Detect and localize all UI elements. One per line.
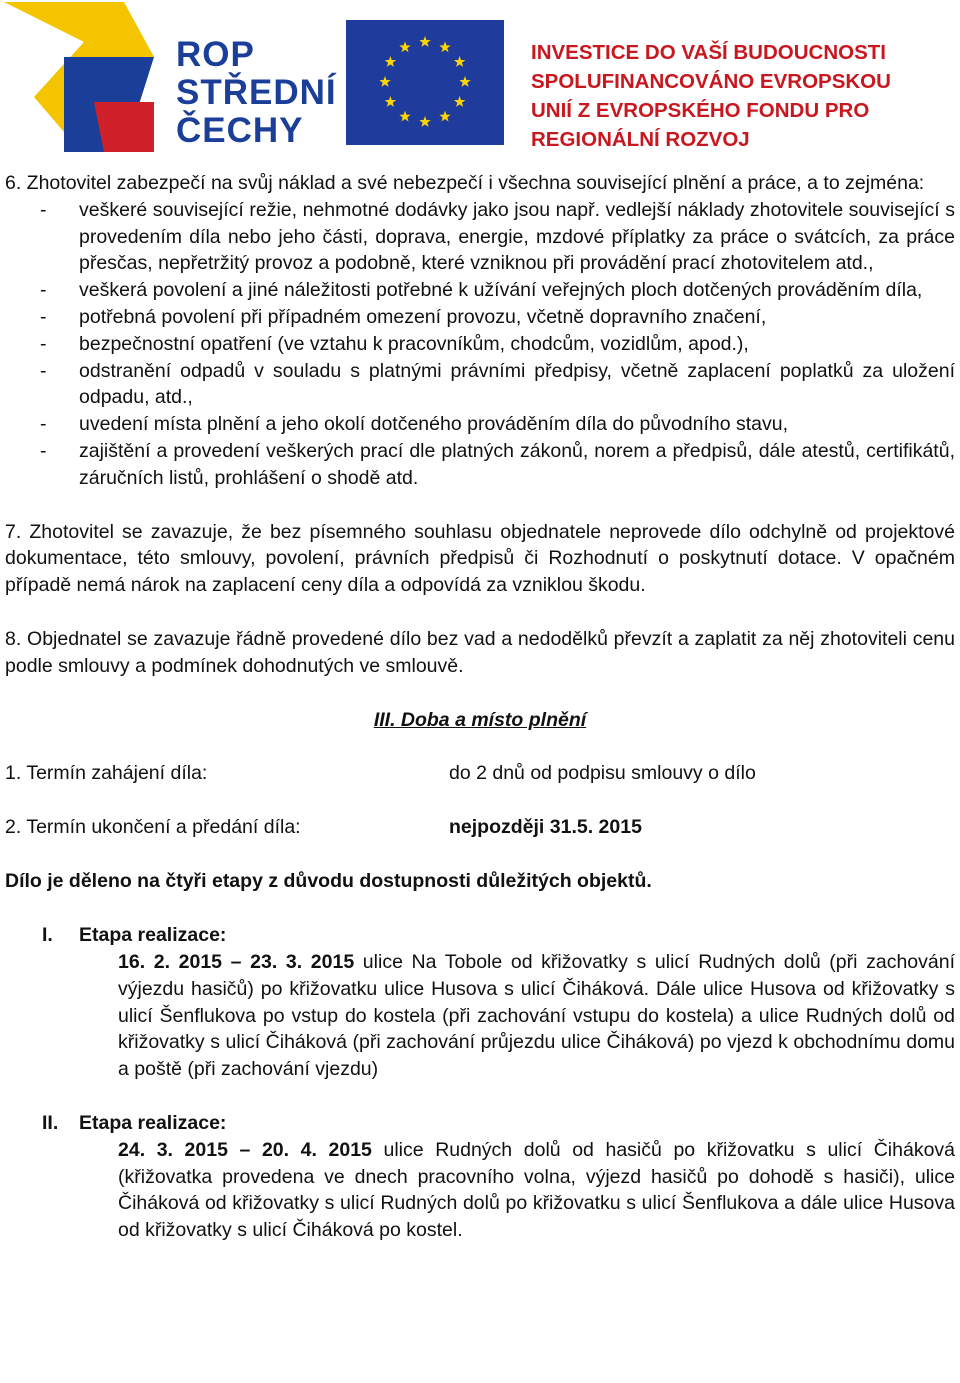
etapa-number: II.: [42, 1111, 59, 1134]
rop-wordmark: [176, 36, 337, 150]
list-dash: -: [40, 413, 47, 436]
term-end-label: 2. Termín ukončení a předání díla:: [5, 816, 301, 839]
list-item-text: potřebná povolení při případném omezení provozu, včetně dopravního značení,: [79, 305, 767, 328]
term-end-value: nejpozději 31.5. 2015: [449, 816, 642, 839]
list-item: [5, 277, 955, 304]
list-item: [5, 411, 955, 438]
list-dash: -: [40, 279, 47, 302]
eu-funding-text: [531, 38, 956, 154]
etapa-dates: 16. 2. 2015 – 23. 3. 2015: [118, 950, 355, 973]
section-title: III. Doba a místo plnění: [373, 708, 587, 731]
list-item-text: odstranění odpadů v souladu s platnými právními předpisy, včetně zaplacení poplatků za uložení odpadu, atd.,: [79, 359, 955, 409]
etapa-title: Etapa realizace:: [79, 1111, 227, 1134]
list-dash: -: [40, 439, 47, 462]
list-item: [5, 331, 955, 358]
eu-line: INVESTICE DO VAŠÍ BUDOUCNOSTI: [531, 41, 886, 64]
eu-line: UNIÍ Z EVROPSKÉHO FONDU PRO: [531, 99, 870, 122]
etapa-2-body: [5, 1137, 955, 1244]
list-dash: -: [40, 305, 47, 328]
rop-logo-icon: [4, 2, 174, 152]
page-header: [0, 0, 960, 160]
list-dash: -: [40, 332, 47, 355]
list-item: [5, 304, 955, 331]
rop-line: STŘEDNÍ: [176, 73, 337, 112]
paragraph-6-intro: 6. Zhotovitel zabezpečí na svůj náklad a své nebezpečí i všechna související plnění a práce, a to zejména:: [5, 172, 925, 194]
etapa-number: I.: [42, 924, 53, 947]
etapa-dates: 24. 3. 2015 – 20. 4. 2015: [118, 1138, 372, 1161]
list-item: [5, 358, 955, 412]
list-item-text: veškerá povolení a jiné náležitosti potřebné k užívání veřejných ploch dotčených prováděním díla,: [79, 279, 923, 302]
paragraph-7: 7. Zhotovitel se zavazuje, že bez písemného souhlasu objednatele neprovede dílo odchylně od projektové dokumentace, této smlouvy, povolení, právních předpisů či Rozhodnutí o poskytnutí dotace. V opačném případě nemá nárok na zaplacení ceny díla a odpovídá za vzniklou škodu.: [5, 520, 955, 597]
term-start-value: do 2 dnů od podpisu smlouvy o dílo: [449, 762, 756, 785]
term-start: [5, 760, 955, 787]
contract-body: [5, 170, 955, 1244]
etapy-note: Dílo je děleno na čtyři etapy z důvodu dostupnosti důležitých objektů.: [5, 870, 652, 893]
etapa-1-heading: [5, 922, 955, 949]
etapa-1-body: [5, 949, 955, 1083]
eu-flag-icon: [346, 20, 504, 145]
list-item: [5, 438, 955, 492]
term-start-label: 1. Termín zahájení díla:: [5, 762, 208, 785]
etapa-2-heading: [5, 1110, 955, 1137]
etapa-text: ulice Na Tobole od křižovatky s ulicí Rudných dolů (při zachování výjezdu hasičů) po křižovatku ulice Husova s ulicí Čiháková. Dále ulice Husova od křižovatky s ulicí Šenflukova po vstup do kostela (při zachování vstupu do kostela) a ulice Rudných dolů od křižovatky s ulicí Čiháková (při zachování průjezdu ulice Čiháková) po vjezd k obchodnímu domu a poště (při zachování vjezdu): [118, 950, 955, 1081]
eu-line: SPOLUFINANCOVÁNO EVROPSKOU: [531, 70, 891, 93]
rop-line: ROP: [176, 35, 255, 74]
etapa-title: Etapa realizace:: [79, 924, 227, 947]
rop-line: ČECHY: [176, 111, 304, 150]
list-item: [5, 197, 955, 277]
list-item-text: veškeré související režie, nehmotné dodávky jako jsou např. vedlejší náklady zhotovitele související s provedením díla nebo jeho části, doprava, energie, mzdové příplatky za práce o svátcích, za práce přesčas, nepřetržitý provoz a podobně, které vzniknou při provádění prací zhotovitelem atd.,: [79, 198, 955, 275]
list-item-text: bezpečnostní opatření (ve vztahu k pracovníkům, chodcům, vozidlům, apod.),: [79, 332, 749, 355]
eu-line: REGIONÁLNÍ ROZVOJ: [531, 128, 750, 151]
list-dash: -: [40, 359, 47, 382]
list-item-text: zajištění a provedení veškerých prací dle platných zákonů, norem a předpisů, dále atestů, certifikátů, záručních listů, prohlášení o shodě atd.: [79, 439, 955, 489]
list-item-text: uvedení místa plnění a jeho okolí dotčeného prováděním díla do původního stavu,: [79, 413, 788, 436]
term-end: [5, 814, 955, 841]
etapa-text: ulice Rudných dolů od hasičů po křižovatku s ulicí Čiháková (křižovatka provedena ve dnech pracovního volna, výjezd hasičů po dohodě s hasiči), ulice Čiháková od křižovatky s ulicí Rudných dolů po křižovatku s ulicí Šenflukova a dále ulice Husova od křižovatky s ulicí Čiháková po kostel.: [118, 1138, 956, 1242]
paragraph-8: 8. Objednatel se zavazuje řádně provedené dílo bez vad a nedodělků převzít a zaplatit za něj zhotoviteli cenu podle smlouvy a podmínek dohodnutých ve smlouvě.: [5, 627, 955, 677]
list-dash: -: [40, 198, 47, 221]
